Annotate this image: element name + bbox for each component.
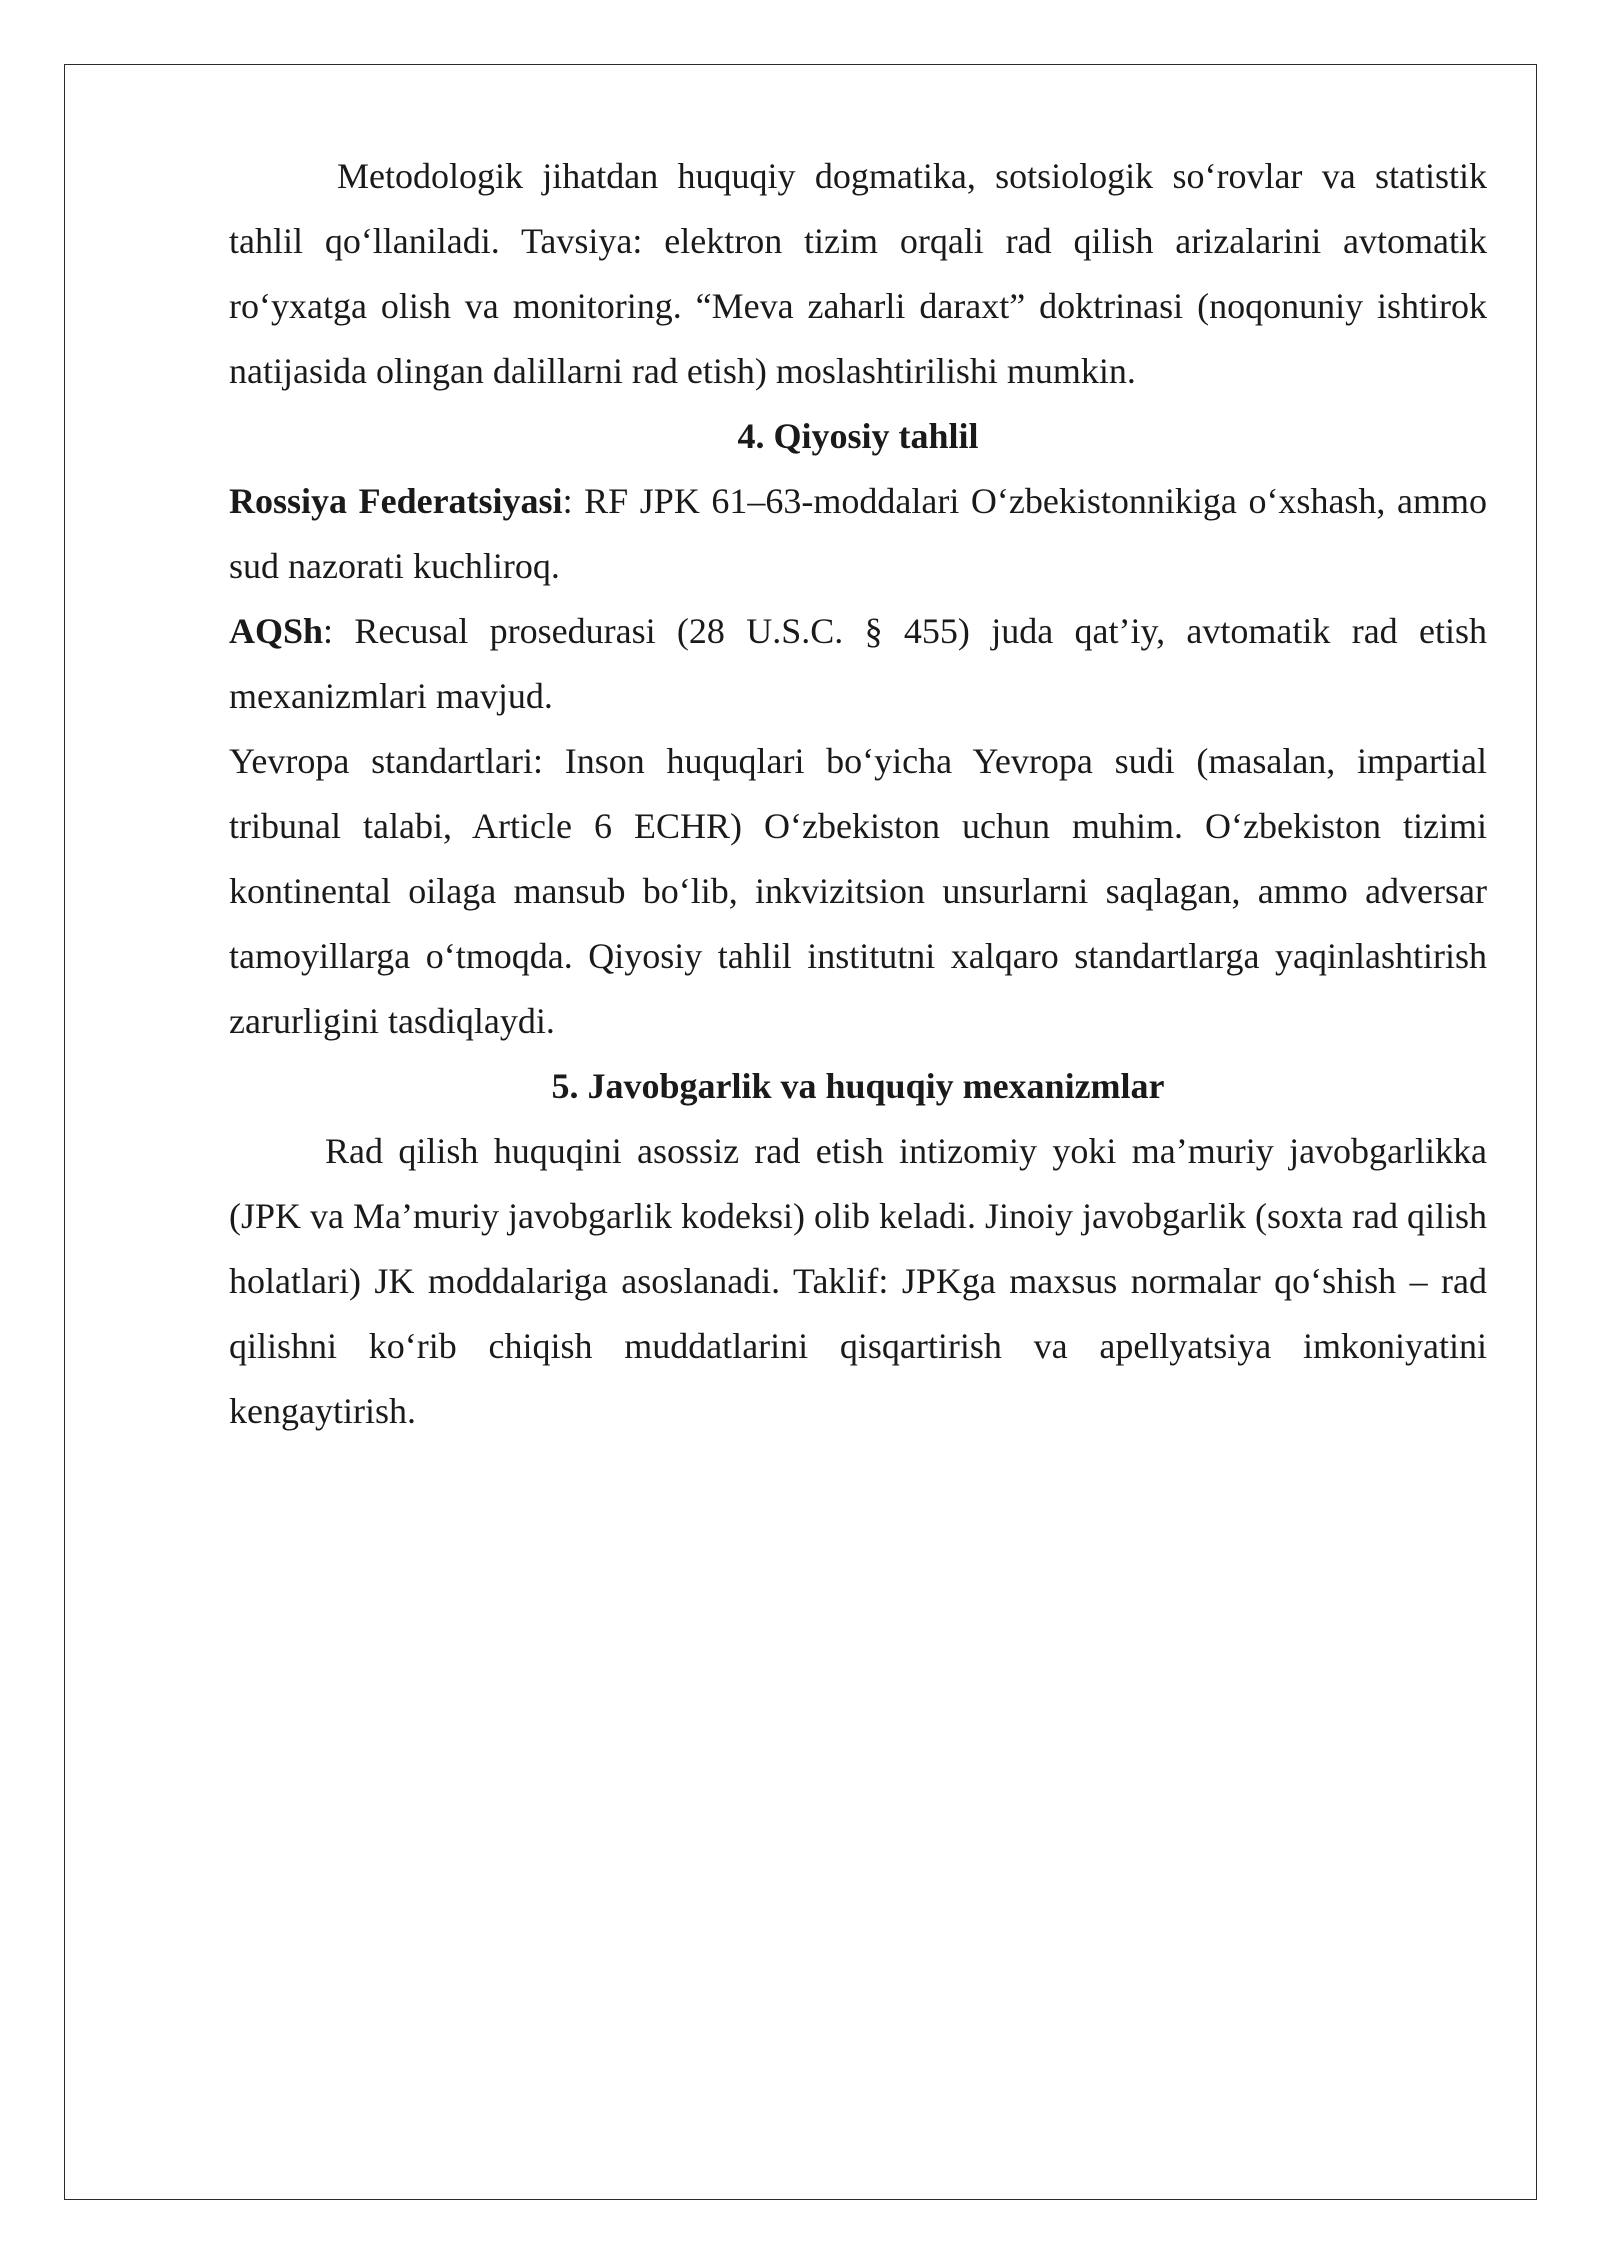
methodology-paragraph: Metodologik jihatdan huquqiy dogmatika, sotsiologik so‘rovlar va statistik tahlil qo‘llaniladi. Tavsiya: elektron tizim orqali rad qilish arizalarini avtomatik ro‘yxatga olish va monitoring. “Meva zaharli daraxt” doktrinasi (noqonuniy ishtirok natijasida olingan dalillarni rad etish) moslashtirilishi mumkin. (229, 156, 1487, 391)
section-5-heading: 5. Javobgarlik va huquqiy mexanizmlar (551, 1066, 1165, 1106)
section-4-heading: 4. Qiyosiy tahlil (737, 416, 979, 456)
usa-label: AQSh (229, 611, 324, 651)
usa-text: : Recusal prosedurasi (28 U.S.C. § 455) juda qat’iy, avtomatik rad etish mexanizmlari mavjud. (229, 611, 1487, 716)
liability-paragraph: Rad qilish huquqini asossiz rad etish intizomiy yoki ma’muriy javobgarlikka (JPK va Ma’muriy javobgarlik kodeksi) olib keladi. Jinoiy javobgarlik (soxta rad qilish holatlari) JK moddalariga asoslanadi. Taklif: JPKga maxsus normalar qo‘shish – rad qilishni ko‘rib chiqish muddatlarini qisqartirish va apellyatsiya imkoniyatini kengaytirish. (229, 1131, 1487, 1431)
russia-text: : RF JPK 61–63-moddalari O‘zbekistonnikiga o‘xshash, ammo sud nazorati kuchliroq. (229, 481, 1487, 586)
usa-paragraph (229, 599, 1487, 729)
document-body (229, 144, 1487, 1444)
europe-paragraph: Yevropa standartlari: Inson huquqlari bo‘yicha Yevropa sudi (masalan, impartial tribunal talabi, Article 6 ECHR) O‘zbekiston uchun muhim. O‘zbekiston tizimi kontinental oilaga mansub bo‘lib, inkvizitsion unsurlarni saqlagan, ammo adversar tamoyillarga o‘tmoqda. Qiyosiy tahlil institutni xalqaro standartlarga yaqinlashtirish zarurligini tasdiqlaydi. (229, 741, 1487, 1041)
russia-paragraph (229, 469, 1487, 599)
russia-label: Rossiya Federatsiyasi (229, 481, 563, 521)
